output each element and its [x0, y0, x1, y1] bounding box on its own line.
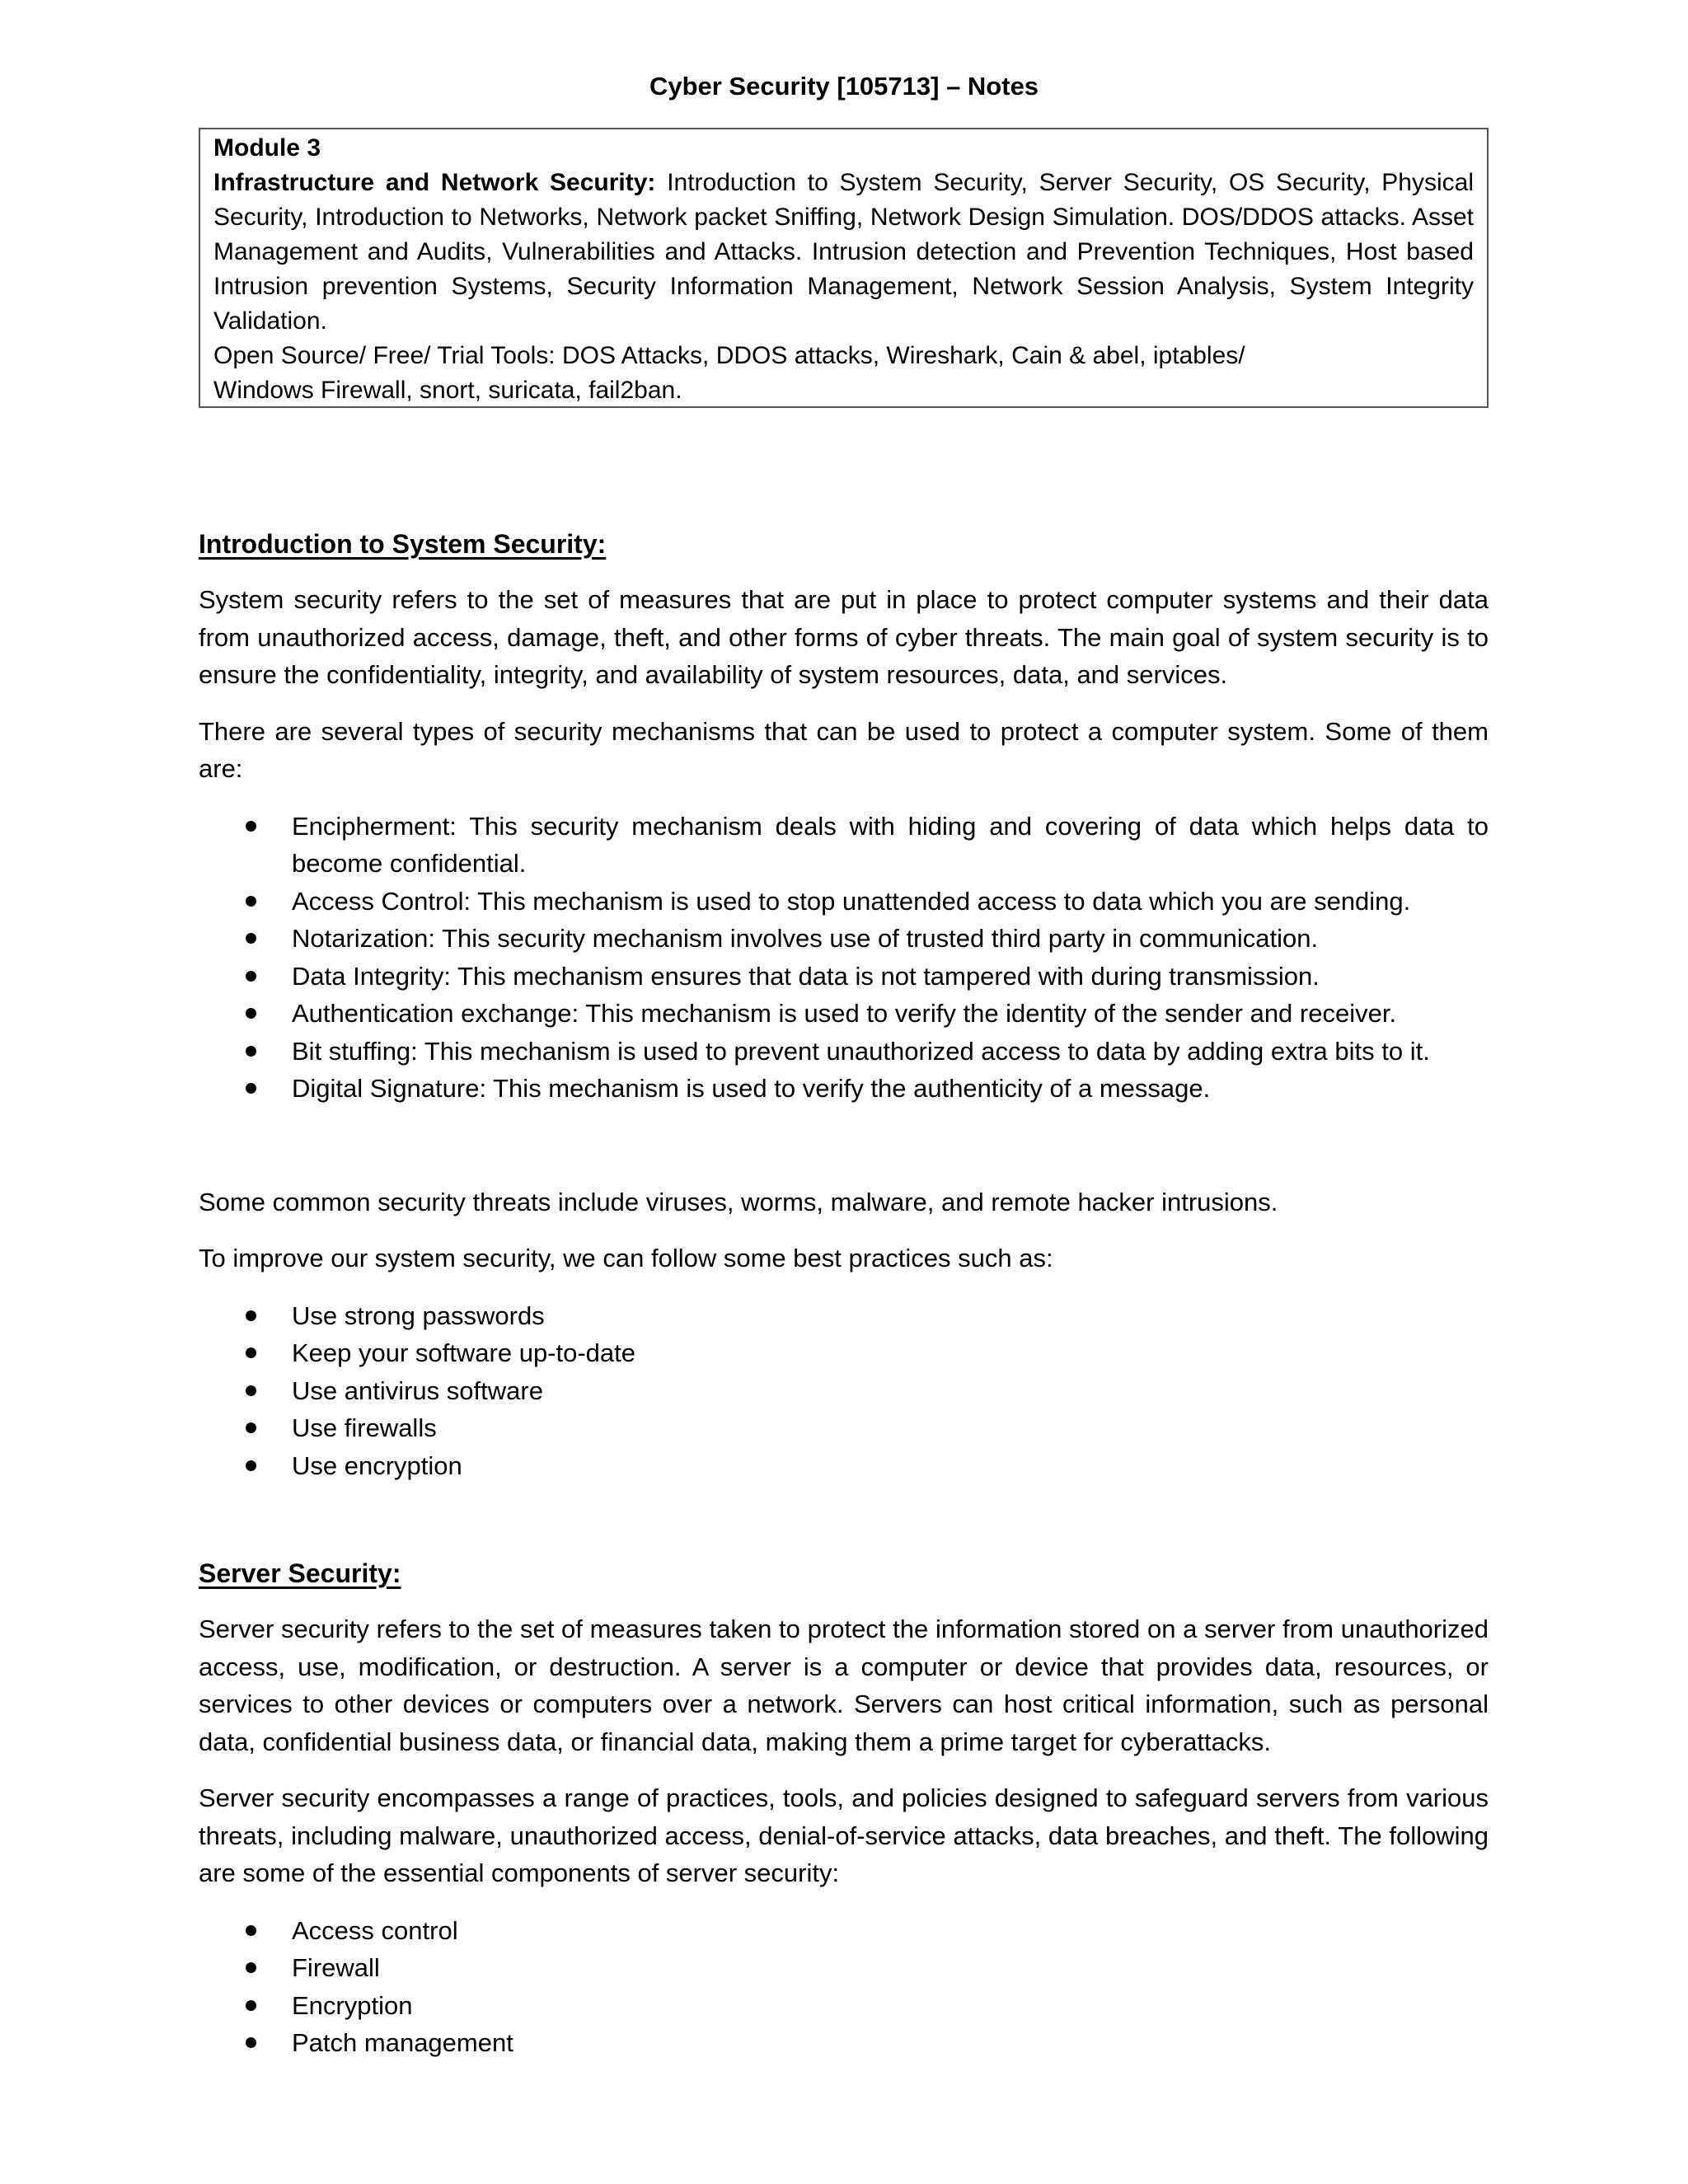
bullet-icon	[246, 1460, 256, 1471]
mechanism-list	[199, 808, 1489, 1108]
list-item	[199, 958, 1489, 996]
list-item-text: Keep your software up-to-date	[292, 1338, 636, 1367]
list-item-text: Bit stuffing: This mechanism is used to prevent unauthorized access to data by adding extra bits to it.	[292, 1036, 1430, 1066]
list-item	[199, 1033, 1489, 1071]
bullet-icon	[246, 1385, 256, 1396]
list-item-text: Use strong passwords	[292, 1301, 545, 1330]
list-item-text: Use antivirus software	[292, 1376, 543, 1405]
list-item	[199, 2024, 1489, 2062]
module-syllabus-box	[199, 128, 1489, 408]
paragraph: There are several types of security mechanisms that can be used to protect a computer system. Some of them are:	[199, 716, 1489, 783]
bullet-icon	[246, 1962, 256, 1973]
best-practices-list	[199, 1297, 1489, 1485]
list-item	[199, 1297, 1489, 1335]
bullet-icon	[246, 1422, 256, 1433]
list-item-text: Digital Signature: This mechanism is used to verify the authenticity of a message.	[292, 1074, 1211, 1103]
list-item	[199, 1447, 1489, 1485]
list-item	[199, 1409, 1489, 1447]
list-item-text: Encryption	[292, 1990, 413, 2020]
list-item	[199, 1987, 1489, 2025]
bullet-icon	[246, 2000, 256, 2011]
section-heading-server-security: Server Security:	[199, 1558, 401, 1588]
list-item-text: Notarization: This security mechanism involves use of trusted third party in communication.	[292, 924, 1319, 953]
list-item-text: Use encryption	[292, 1451, 462, 1480]
list-item-text: Access Control: This mechanism is used to stop unattended access to data which you are sending.	[292, 886, 1411, 916]
bullet-icon	[246, 2037, 256, 2048]
bullet-icon	[246, 1925, 256, 1936]
paragraph: To improve our system security, we can follow some best practices such as:	[199, 1244, 1053, 1272]
list-item	[199, 1949, 1489, 1987]
list-item	[199, 1070, 1489, 1108]
bullet-icon	[246, 1310, 256, 1321]
syllabus-text: Introduction to System Security, Server Security, OS Security, Physical Security, Introduction to Networks, Network packet Sniffing, Network Design Simulation. DOS/DDOS attacks. Asset Management and Audits, Vulnerabilities and Attacks. Intrusion detection and Prevention Techniques, Host based Intrusion prevention Systems, Security Information Management, Network Session Analysis, System Integrity Validation.	[213, 169, 1475, 335]
bullet-icon	[246, 933, 256, 944]
list-item	[199, 995, 1489, 1033]
notes-content	[199, 521, 1489, 2062]
bullet-icon	[246, 1046, 256, 1057]
list-item	[199, 1912, 1489, 1950]
syllabus-label: Infrastructure and Network Security:	[213, 169, 656, 196]
list-item-text: Data Integrity: This mechanism ensures that data is not tampered with during transmission.	[292, 961, 1320, 991]
list-item	[199, 1372, 1489, 1410]
list-item	[199, 808, 1489, 883]
module-tools-line-1: Open Source/ Free/ Trial Tools: DOS Attacks, DDOS attacks, Wireshark, Cain & abel, iptables/	[213, 342, 1245, 369]
module-syllabus	[213, 166, 1474, 339]
list-item-text: Use firewalls	[292, 1413, 437, 1442]
bullet-icon	[246, 821, 256, 832]
list-item-text: Patch management	[292, 2028, 513, 2057]
list-item-text: Encipherment: This security mechanism deals with hiding and covering of data which helps data to become confidential.	[292, 811, 1489, 878]
bullet-icon	[246, 1347, 256, 1358]
bullet-icon	[246, 1008, 256, 1019]
list-item	[199, 1334, 1489, 1372]
paragraph: Server security refers to the set of measures taken to protect the information stored on a server from unauthorized access, use, modification, or destruction. A server is a computer or device that provides data, resources, or services to other devices or computers over a network. Servers can host critical information, such as personal data, confidential business data, or financial data, making them a prime target for cyberattacks.	[199, 1615, 1489, 1756]
bullet-icon	[246, 896, 256, 907]
list-item-text: Access control	[292, 1915, 458, 1945]
paragraph: Some common security threats include viruses, worms, malware, and remote hacker intrusions.	[199, 1187, 1278, 1216]
paragraph: Server security encompasses a range of practices, tools, and policies designed to safeguard servers from various threats, including malware, unauthorized access, denial-of-service attacks, data breaches, and theft. The following are some of the essential components of server security:	[199, 1783, 1489, 1887]
list-item-text: Authentication exchange: This mechanism is used to verify the identity of the sender and receiver.	[292, 999, 1397, 1028]
list-item-text: Firewall	[292, 1953, 380, 1982]
server-components-list	[199, 1912, 1489, 2062]
document-title: Cyber Security [105713] – Notes	[649, 72, 1039, 101]
list-item	[199, 920, 1489, 958]
bullet-icon	[246, 1083, 256, 1094]
list-item	[199, 883, 1489, 921]
bullet-icon	[246, 971, 256, 982]
module-tools-line-2: Windows Firewall, snort, suricata, fail2ban.	[213, 377, 682, 404]
section-heading-system-security: Introduction to System Security:	[199, 529, 607, 559]
module-title: Module 3	[213, 134, 321, 162]
paragraph: System security refers to the set of measures that are put in place to protect computer systems and their data from unauthorized access, damage, theft, and other forms of cyber threats. The main goal of system security is to ensure the confidentiality, integrity, and availability of system resources, data, and services.	[199, 585, 1489, 689]
